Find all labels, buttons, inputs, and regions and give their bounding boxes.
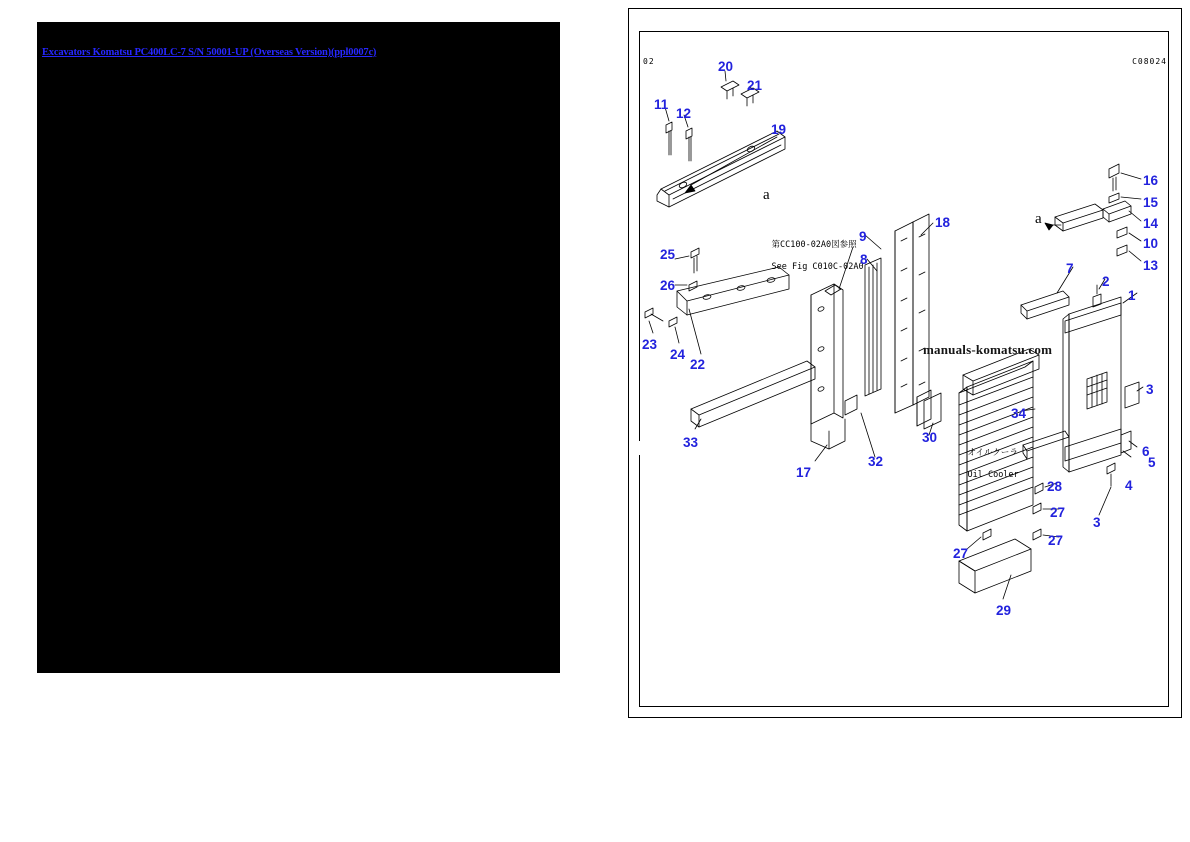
callout-number: 27 [1050, 505, 1066, 520]
callout-number: 10 [1143, 236, 1159, 251]
callout-number: 25 [660, 247, 676, 262]
callout-number: 6 [1142, 444, 1150, 459]
callout-number: 32 [868, 454, 884, 469]
section-letter-a-right: a [1035, 211, 1042, 227]
callout-number: 9 [859, 229, 867, 244]
callout-number: 13 [1143, 258, 1159, 273]
exploded-parts-artwork [629, 9, 1183, 719]
callout-number: 2 [1102, 274, 1110, 289]
callout-number: 33 [683, 435, 699, 450]
callout-number: 15 [1143, 195, 1159, 210]
callout-number: 20 [718, 59, 734, 74]
callout-number: 16 [1143, 173, 1159, 188]
callout-number: 3 [1146, 382, 1154, 397]
callout-number: 4 [1125, 478, 1133, 493]
callout-number: 34 [1011, 406, 1027, 421]
callout-number: 5 [1148, 455, 1156, 470]
callout-number: 7 [1066, 261, 1074, 276]
part-center-bracket [811, 284, 857, 449]
part-left-plate [677, 267, 815, 427]
oil-cooler-label-line1: オイルクーラ [967, 448, 1018, 458]
callout-number: 3 [1093, 515, 1101, 530]
callout-number: 24 [670, 347, 686, 362]
callout-number: 27 [1048, 533, 1064, 548]
part-core-plate [865, 258, 881, 396]
oil-cooler-label-line2: Oil Cooler [967, 470, 1019, 480]
callout-number: 23 [642, 337, 658, 352]
section-letter-a-left: a [763, 187, 770, 203]
callout-number: 21 [747, 78, 763, 93]
part-upper-right-fasteners [1055, 164, 1131, 256]
callout-number: 26 [660, 278, 676, 293]
document-title-link[interactable]: Excavators Komatsu PC400LC-7 S/N 50001-UP (Overseas Version)(ppl0007c) [42, 47, 377, 58]
figure-code: C08024 [1132, 57, 1167, 66]
callout-number: 27 [953, 546, 969, 561]
preview-panel [37, 22, 560, 673]
see-fig-note-line2: See Fig C010C-02A0 [771, 262, 864, 272]
callout-number: 8 [860, 252, 868, 267]
callout-number: 14 [1143, 216, 1159, 231]
callout-number: 17 [796, 465, 812, 480]
watermark: manuals-komatsu.com [923, 342, 1053, 357]
callout-number: 1 [1128, 288, 1136, 303]
callout-number: 28 [1047, 479, 1063, 494]
callout-number: 12 [676, 106, 692, 121]
callout-number: 22 [690, 357, 706, 372]
page-code: 02 [643, 57, 655, 66]
part-radiator [1021, 285, 1139, 486]
part-radiator-frame [895, 214, 941, 429]
callout-number: 19 [771, 122, 787, 137]
see-fig-note-line1: 第CC100-02A0図参照 [771, 240, 857, 250]
callout-number: 29 [996, 603, 1012, 618]
callout-number: 18 [935, 215, 951, 230]
callout-number: 30 [922, 430, 938, 445]
parts-diagram-panel [628, 8, 1182, 718]
callout-number: 11 [654, 97, 669, 112]
